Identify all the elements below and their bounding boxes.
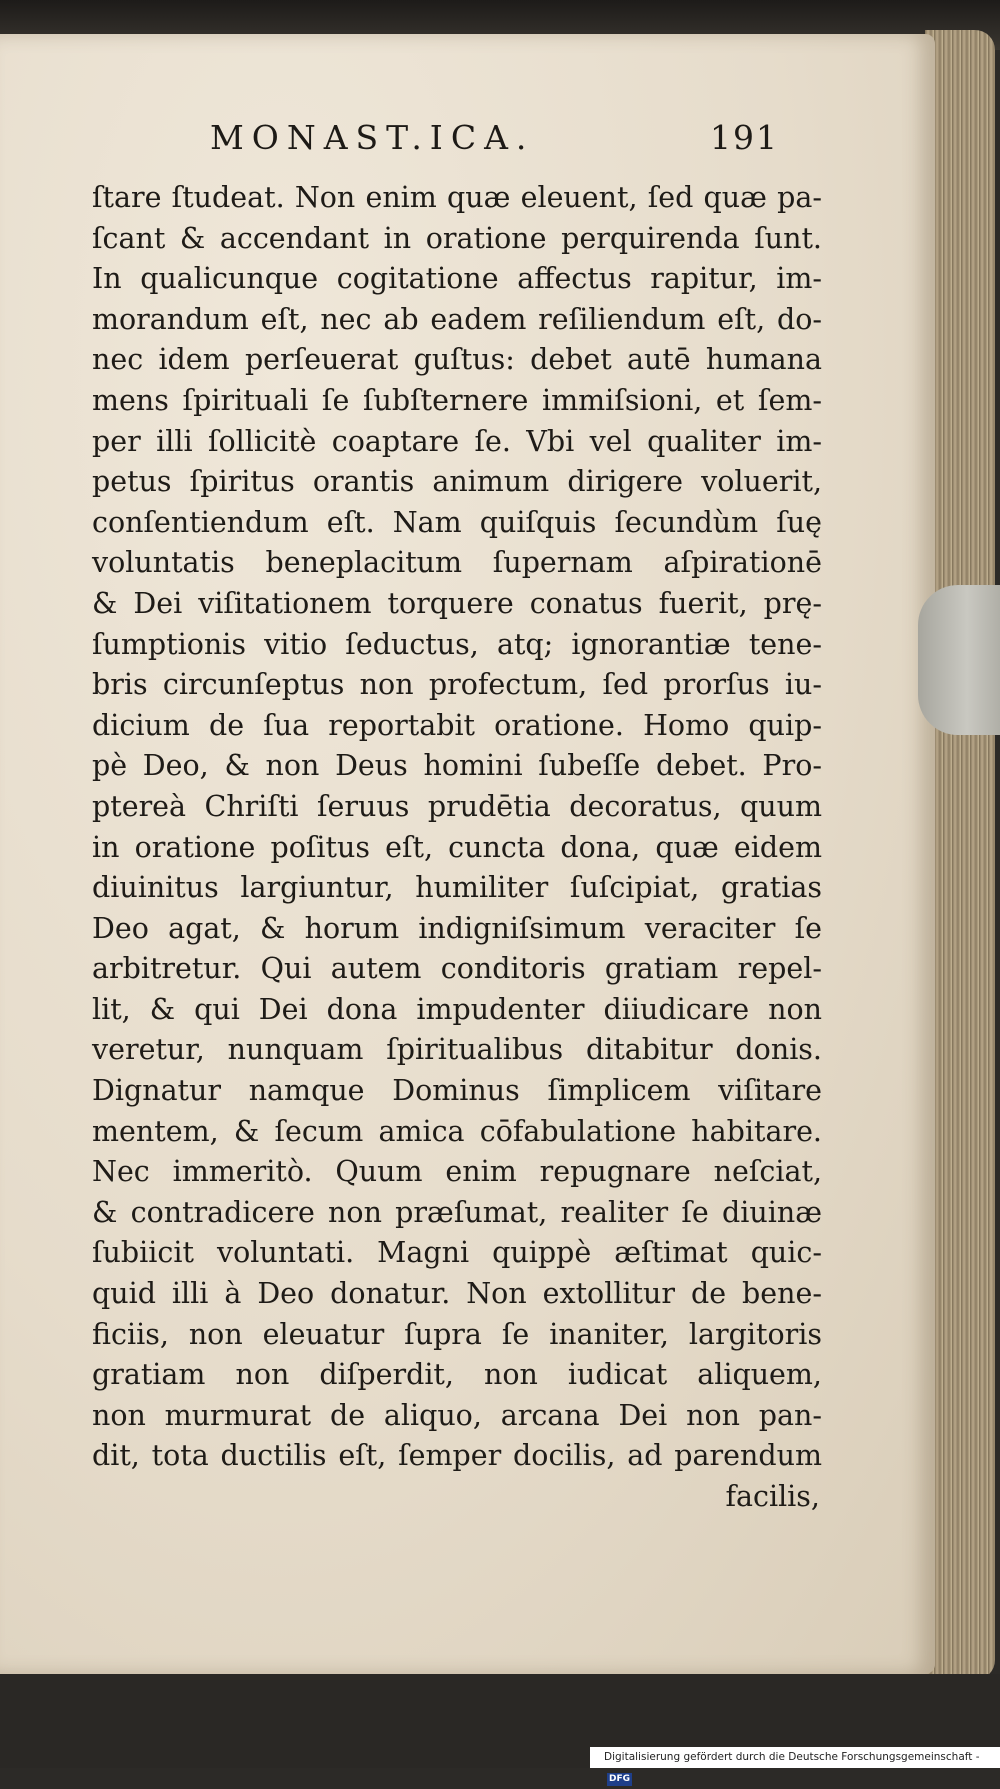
page-number: 191 [710,118,779,157]
catchword: facilis, [725,1480,820,1513]
text-line: Nec immeritò. Quum enim repugnare neſciat, [92,1155,822,1189]
text-line: diuinitus largiuntur, humiliter ſuſcipiat, gratias [92,871,822,905]
text-line: ſumptionis vitio ſeductus, atq; ignorantiæ tene- [92,627,822,661]
text-line: voluntatis beneplacitum ſupernam aſpirationē [92,546,822,580]
text-line: In qualicunque cogitatione affectus rapitur, im- [92,262,822,296]
dfg-logo: DFG [609,1774,631,1784]
text-line: in oratione poſitus eſt, cuncta dona, quæ eidem [92,830,822,864]
text-line: dit, tota ductilis eſt, ſemper docilis, ad parendum [92,1439,822,1473]
text-line: morandum eſt, nec ab eadem reſiliendum eſt, do- [92,302,822,336]
text-line: arbitretur. Qui autem conditoris gratiam repel- [92,952,822,986]
text-line: mentem, & ſecum amica cōfabulatione habitare. [92,1114,822,1148]
text-line: & contradicere non præſumat, realiter ſe diuinæ [92,1195,822,1229]
bookmark-tab [918,585,1000,735]
text-line: mens ſpirituali ſe ſubſternere immiſsioni, et ſem- [92,383,822,417]
text-line: pè Deo, & non Deus homini ſubeſſe debet. Pro- [92,749,822,783]
text-line: petus ſpiritus orantis animum dirigere voluerit, [92,465,822,499]
text-line: ſubiicit voluntati. Magni quippè æſtimat quic- [92,1236,822,1270]
text-line: veretur, nunquam ſpiritualibus ditabitur donis. [92,1033,822,1067]
running-title: MONAST.ICA. [210,118,535,157]
text-line: Dignatur namque Dominus ſimplicem viſitare [92,1074,822,1108]
text-line: ficiis, non eleuatur ſupra ſe inaniter, largitoris [92,1317,822,1351]
body-text [92,178,822,1518]
book-page-edges [925,30,995,1680]
text-line: lit, & qui Dei dona impudenter diiudicare non [92,992,822,1026]
page-header [185,118,785,166]
text-line: per illi ſollicitè coaptare ſe. Vbi vel qualiter im- [92,424,822,458]
text-line: conſentiendum eſt. Nam quiſquis ſecundùm ſuę [92,505,822,539]
text-line: quid illi à Deo donatur. Non extollitur de bene- [92,1277,822,1311]
credit-text: Digitalisierung gefördert durch die Deutsche Forschungsgemeinschaft - [604,1751,980,1763]
text-line: ſcant & accendant in oratione perquirenda ſunt. [92,221,822,255]
text-line: bris circunſeptus non profectum, ſed prorſus iu- [92,668,822,702]
text-line: & Dei viſitationem torquere conatus fuerit, prę- [92,586,822,620]
digitization-credit [590,1747,1000,1784]
text-line: Deo agat, & horum indigniſsimum veraciter ſe [92,911,822,945]
text-line: ſtare ſtudeat. Non enim quæ eleuent, ſed quæ pa- [92,181,822,214]
text-line: non murmurat de aliquo, arcana Dei non pan- [92,1398,822,1432]
text-line: nec idem perſeuerat guſtus: debet autē humana [92,343,822,377]
text-line: dicium de ſua reportabit oratione. Homo quip- [92,708,822,742]
text-line: ptereà Chriſti ſeruus prudētia decoratus, quum [92,789,822,823]
text-line: gratiam non diſperdit, non iudicat aliquem, [92,1358,822,1392]
